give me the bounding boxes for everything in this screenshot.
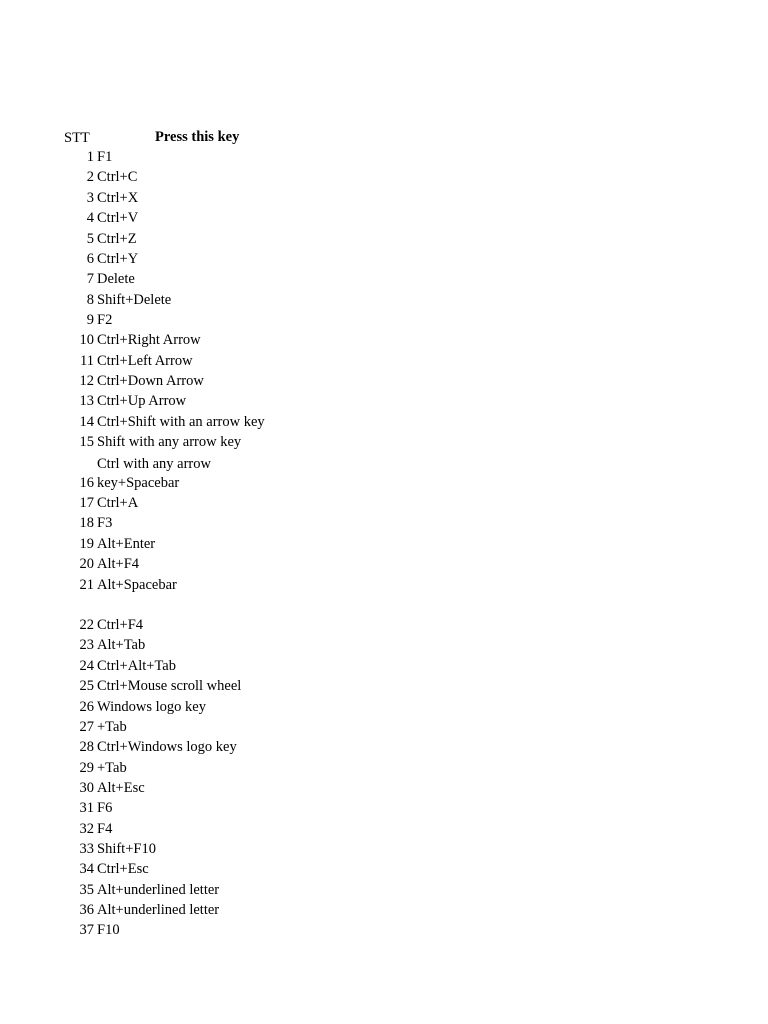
table-row (0, 411, 400, 431)
row-key: Alt+Tab (97, 637, 146, 653)
row-number: 4 (86, 210, 94, 226)
row-number: 17 (79, 495, 94, 511)
row-key-line1: Ctrl with any arrow (97, 456, 211, 472)
table-row (0, 207, 400, 227)
row-key: Alt+underlined letter (97, 902, 220, 918)
table-row (0, 146, 400, 166)
row-number: 30 (79, 780, 94, 796)
row-key: Ctrl+X (97, 190, 139, 206)
table-row (0, 858, 400, 878)
row-key-line2: key+Spacebar (97, 475, 180, 491)
row-key: Ctrl+Alt+Tab (97, 658, 176, 674)
table-row (0, 899, 400, 919)
table-row (0, 370, 400, 390)
row-key: Ctrl+A (97, 495, 139, 511)
table-row (0, 736, 400, 756)
row-key: Ctrl+Shift with an arrow key (97, 414, 265, 430)
table-row (0, 390, 400, 410)
table-row (0, 838, 400, 858)
row-number: 8 (86, 292, 94, 308)
row-key: Ctrl+Esc (97, 861, 149, 877)
row-number: 12 (79, 373, 94, 389)
row-number: 31 (79, 800, 94, 816)
row-number: 34 (79, 861, 94, 877)
table-row (0, 309, 400, 329)
row-number: 19 (79, 536, 94, 552)
table-row (0, 716, 400, 736)
row-key: F10 (97, 922, 120, 938)
row-key: Alt+underlined letter (97, 882, 220, 898)
table-row (0, 431, 400, 451)
row-key: F4 (97, 821, 113, 837)
row-number: 36 (79, 902, 94, 918)
row-key: Shift+Delete (97, 292, 172, 308)
row-number: 9 (86, 312, 94, 328)
table-row (0, 655, 400, 675)
table-row (0, 228, 400, 248)
row-key: Ctrl+F4 (97, 617, 144, 633)
row-key: Alt+Esc (97, 780, 145, 796)
row-key: Shift with any arrow key (97, 434, 242, 450)
row-number: 2 (86, 169, 94, 185)
row-key (97, 456, 297, 492)
table-row (0, 777, 400, 797)
row-key: Ctrl+Y (97, 251, 139, 267)
row-number: 18 (79, 515, 94, 531)
row-number: 33 (79, 841, 94, 857)
row-number: 37 (79, 922, 94, 938)
table-row (0, 879, 400, 899)
table-row (0, 452, 400, 492)
table-row (0, 919, 400, 939)
row-number: 10 (79, 332, 94, 348)
row-key: Alt+Enter (97, 536, 156, 552)
row-key: F2 (97, 312, 113, 328)
row-number: 3 (86, 190, 94, 206)
table-row (0, 350, 400, 370)
row-number: 28 (79, 739, 94, 755)
table-row (0, 614, 400, 634)
row-number: 23 (79, 637, 94, 653)
table-row (0, 696, 400, 716)
row-key: F1 (97, 149, 113, 165)
row-key: Ctrl+Z (97, 231, 137, 247)
row-number: 11 (80, 353, 94, 369)
row-number: 25 (79, 678, 94, 694)
column-header-press-this-key: Press this key (155, 129, 240, 145)
row-number: 20 (79, 556, 94, 572)
table-row (0, 492, 400, 512)
table-row (0, 757, 400, 777)
row-key: Alt+Spacebar (97, 577, 177, 593)
row-number: 29 (79, 760, 94, 776)
table-row (0, 329, 400, 349)
table-row (0, 187, 400, 207)
table-row (0, 268, 400, 288)
table-row (0, 512, 400, 532)
row-number: 5 (86, 231, 94, 247)
table-row (0, 166, 400, 186)
row-key: Ctrl+Right Arrow (97, 332, 201, 348)
row-number: 26 (79, 699, 94, 715)
row-key: Ctrl+V (97, 210, 139, 226)
column-header-stt: STT (64, 130, 90, 146)
row-key: Shift+F10 (97, 841, 156, 857)
table-row (0, 574, 400, 594)
row-key: Ctrl+C (97, 169, 138, 185)
row-key: Ctrl+Down Arrow (97, 373, 204, 389)
row-key: Windows logo key (97, 699, 206, 715)
row-number: 22 (79, 617, 94, 633)
row-number: 14 (79, 414, 94, 430)
row-key: F3 (97, 515, 113, 531)
row-number: 21 (79, 577, 94, 593)
table-row (0, 818, 400, 838)
table-row (0, 248, 400, 268)
row-number: 13 (79, 393, 94, 409)
table-row (0, 675, 400, 695)
row-key: Ctrl+Mouse scroll wheel (97, 678, 242, 694)
row-key: +Tab (97, 719, 127, 735)
row-number: 15 (79, 434, 94, 450)
row-number: 1 (86, 149, 94, 165)
table-row (0, 797, 400, 817)
table-row (0, 553, 400, 573)
row-key: Delete (97, 271, 135, 287)
row-number: 16 (79, 475, 94, 491)
row-key: Alt+F4 (97, 556, 140, 572)
row-key: Ctrl+Windows logo key (97, 739, 237, 755)
table-row (0, 533, 400, 553)
row-key: F6 (97, 800, 113, 816)
table-row (0, 289, 400, 309)
row-number: 32 (79, 821, 94, 837)
row-number: 27 (79, 719, 94, 735)
table-row (0, 634, 400, 654)
row-key: Ctrl+Left Arrow (97, 353, 193, 369)
row-key: +Tab (97, 760, 127, 776)
row-number: 7 (86, 271, 94, 287)
row-number: 6 (86, 251, 94, 267)
row-key: Ctrl+Up Arrow (97, 393, 187, 409)
row-number: 35 (79, 882, 94, 898)
row-number: 24 (79, 658, 94, 674)
